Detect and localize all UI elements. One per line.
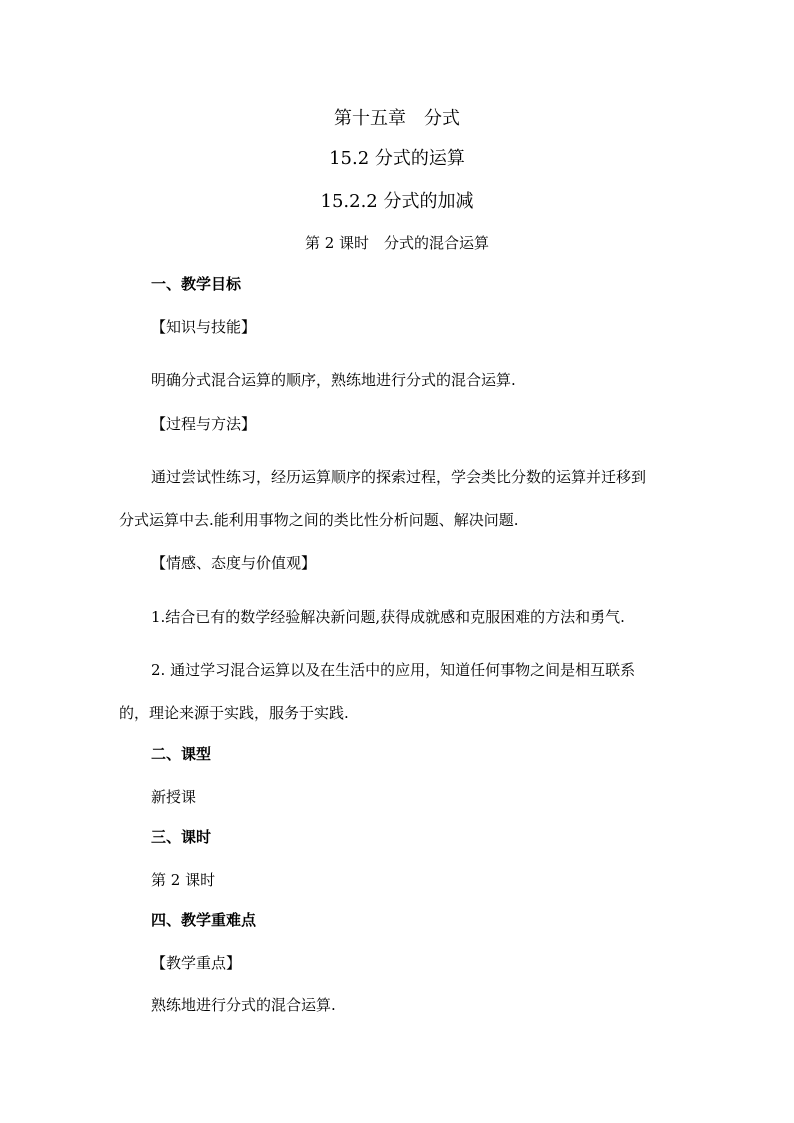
emotion-label: 【情感、态度与价值观】	[151, 554, 317, 572]
process-text-line-2: 分式运算中去.能利用事物之间的类比性分析问题、解决问题.	[119, 511, 519, 529]
section-heading-lesson-type: 二、课型	[151, 745, 212, 763]
section-heading-periods: 三、课时	[151, 828, 212, 846]
emotion-text-2-line-1: 2. 通过学习混合运算以及在生活中的应用，知道任何事物之间是相互联系	[151, 661, 636, 679]
focus-text: 熟练地进行分式的混合运算.	[151, 996, 336, 1014]
process-text-line-1: 通过尝试性练习，经历运算顺序的探索过程，学会类比分数的运算并迁移到	[151, 468, 647, 486]
knowledge-label: 【知识与技能】	[151, 318, 257, 336]
lesson-title: 第 2 课时 分式的混合运算	[304, 234, 490, 252]
chapter-title: 第十五章 分式	[334, 108, 460, 129]
periods-text: 第 2 课时	[151, 871, 216, 889]
section-title: 15.2 分式的运算	[329, 148, 465, 169]
section-heading-objectives: 一、教学目标	[151, 275, 242, 293]
knowledge-text: 明确分式混合运算的顺序，熟练地进行分式的混合运算.	[151, 371, 516, 389]
emotion-text-1: 1.结合已有的数学经验解决新问题,获得成就感和克服困难的方法和勇气.	[151, 608, 625, 626]
lesson-type-text: 新授课	[151, 788, 197, 806]
process-label: 【过程与方法】	[151, 415, 257, 433]
emotion-text-2-line-2: 的，理论来源于实践，服务于实践.	[119, 704, 349, 722]
focus-label: 【教学重点】	[151, 954, 242, 972]
subsection-title: 15.2.2 分式的加减	[320, 191, 474, 212]
section-heading-key-points: 四、教学重难点	[151, 911, 257, 929]
